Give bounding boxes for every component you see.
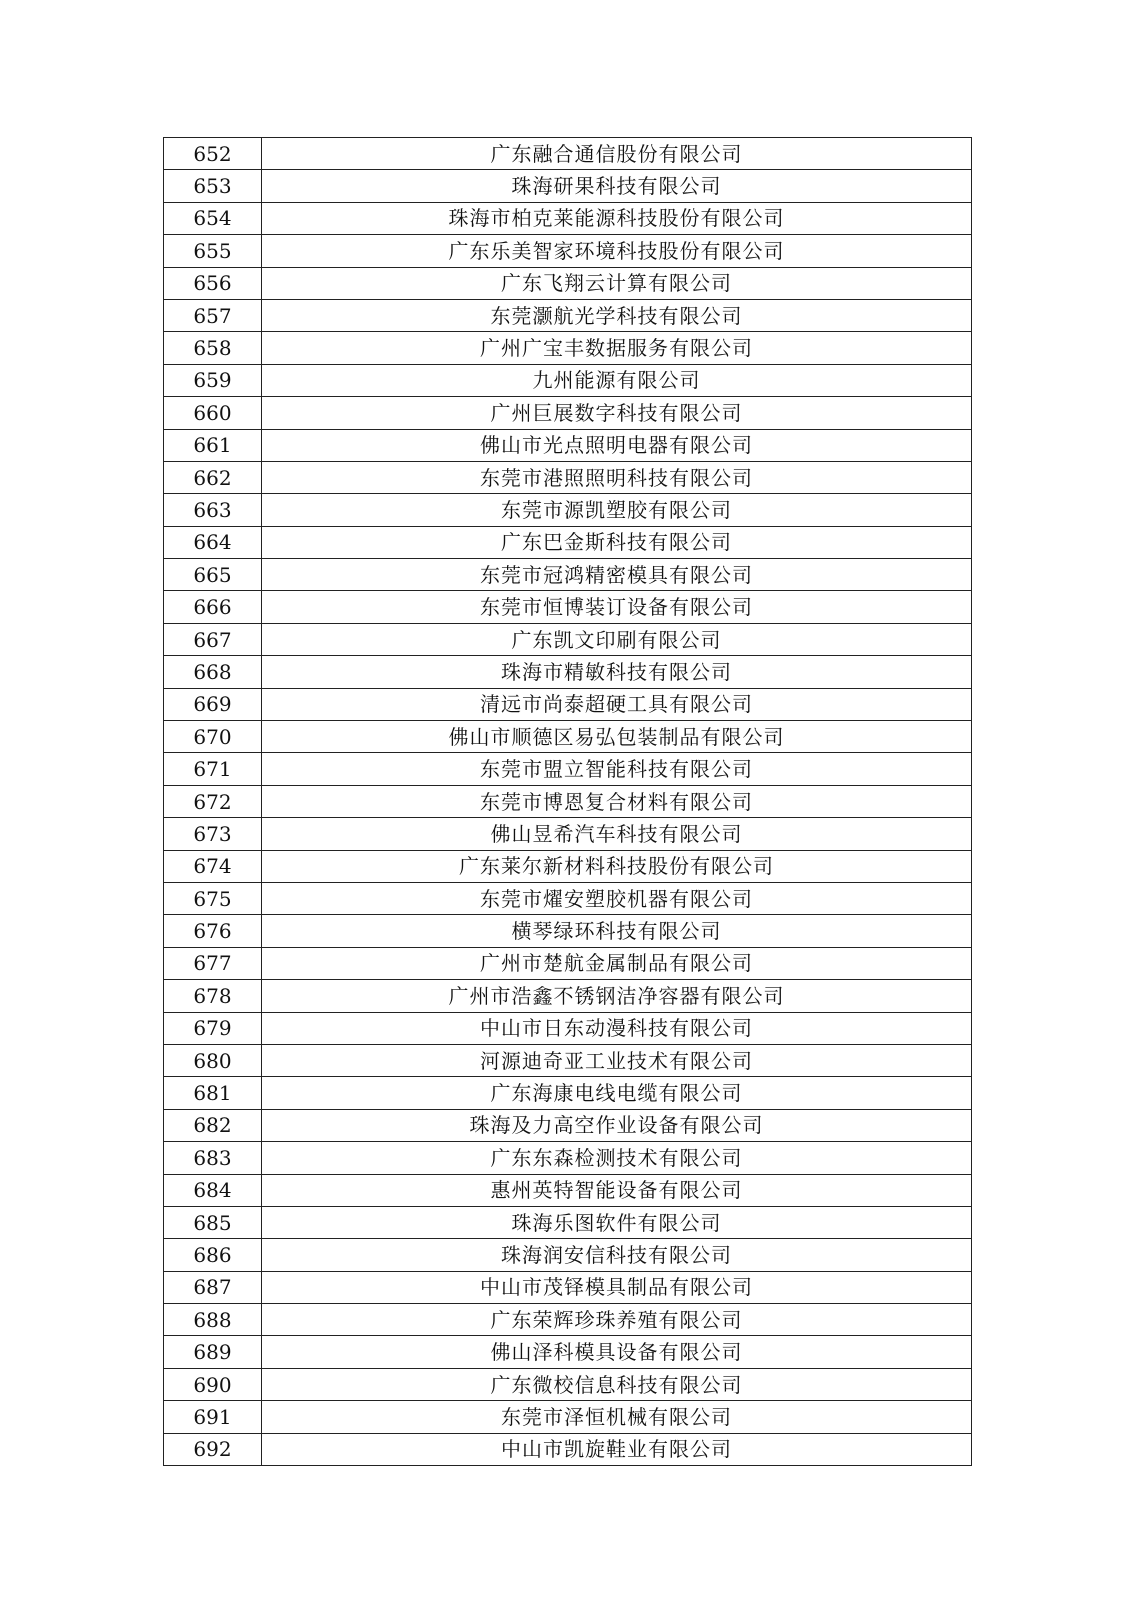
row-number: 678 (164, 980, 262, 1012)
table-row (164, 267, 972, 299)
row-number: 690 (164, 1368, 262, 1400)
table-row (164, 1012, 972, 1044)
row-number: 682 (164, 1109, 262, 1141)
company-name: 广东微校信息科技有限公司 (262, 1368, 972, 1400)
table-row (164, 785, 972, 817)
company-name: 东莞市冠鸿精密模具有限公司 (262, 559, 972, 591)
row-number: 654 (164, 202, 262, 234)
company-name: 广东飞翔云计算有限公司 (262, 267, 972, 299)
row-number: 662 (164, 461, 262, 493)
company-name: 佛山市光点照明电器有限公司 (262, 429, 972, 461)
row-number: 655 (164, 235, 262, 267)
company-list-table (163, 137, 972, 1466)
company-name: 东莞市盟立智能科技有限公司 (262, 753, 972, 785)
company-name: 佛山泽科模具设备有限公司 (262, 1336, 972, 1368)
company-name: 佛山市顺德区易弘包装制品有限公司 (262, 721, 972, 753)
table-row (164, 818, 972, 850)
company-name: 广州市浩鑫不锈钢洁净容器有限公司 (262, 980, 972, 1012)
table-row (164, 721, 972, 753)
company-name: 珠海市精敏科技有限公司 (262, 656, 972, 688)
table-row (164, 202, 972, 234)
row-number: 677 (164, 947, 262, 979)
company-name: 珠海及力高空作业设备有限公司 (262, 1109, 972, 1141)
table-row (164, 1368, 972, 1400)
row-number: 691 (164, 1401, 262, 1433)
row-number: 692 (164, 1433, 262, 1465)
company-name: 中山市日东动漫科技有限公司 (262, 1012, 972, 1044)
row-number: 656 (164, 267, 262, 299)
company-name: 东莞市博恩复合材料有限公司 (262, 785, 972, 817)
row-number: 674 (164, 850, 262, 882)
company-name: 惠州英特智能设备有限公司 (262, 1174, 972, 1206)
row-number: 684 (164, 1174, 262, 1206)
row-number: 689 (164, 1336, 262, 1368)
row-number: 688 (164, 1304, 262, 1336)
row-number: 673 (164, 818, 262, 850)
table-row (164, 1174, 972, 1206)
table-row (164, 753, 972, 785)
company-name: 广东融合通信股份有限公司 (262, 138, 972, 170)
table-row (164, 591, 972, 623)
table-row (164, 461, 972, 493)
company-name: 广东凯文印刷有限公司 (262, 623, 972, 655)
company-name: 东莞市泽恒机械有限公司 (262, 1401, 972, 1433)
row-number: 657 (164, 299, 262, 331)
table-row (164, 526, 972, 558)
company-name: 东莞市燿安塑胶机器有限公司 (262, 882, 972, 914)
row-number: 681 (164, 1077, 262, 1109)
table-row (164, 559, 972, 591)
table-row (164, 397, 972, 429)
table-row (164, 1077, 972, 1109)
table-row (164, 494, 972, 526)
row-number: 680 (164, 1044, 262, 1076)
table-row (164, 1206, 972, 1238)
row-number: 658 (164, 332, 262, 364)
row-number: 669 (164, 688, 262, 720)
table-row (164, 688, 972, 720)
row-number: 672 (164, 785, 262, 817)
company-name: 东莞市恒博装订设备有限公司 (262, 591, 972, 623)
table-row (164, 1304, 972, 1336)
company-name: 河源迪奇亚工业技术有限公司 (262, 1044, 972, 1076)
company-name: 珠海润安信科技有限公司 (262, 1239, 972, 1271)
row-number: 661 (164, 429, 262, 461)
company-name: 清远市尚泰超硬工具有限公司 (262, 688, 972, 720)
table-row (164, 1433, 972, 1465)
row-number: 660 (164, 397, 262, 429)
company-name: 中山市凯旋鞋业有限公司 (262, 1433, 972, 1465)
table-row (164, 882, 972, 914)
company-name: 珠海研果科技有限公司 (262, 170, 972, 202)
row-number: 670 (164, 721, 262, 753)
company-name: 广东巴金斯科技有限公司 (262, 526, 972, 558)
table-row (164, 364, 972, 396)
company-name: 东莞市港照照明科技有限公司 (262, 461, 972, 493)
row-number: 652 (164, 138, 262, 170)
row-number: 671 (164, 753, 262, 785)
row-number: 675 (164, 882, 262, 914)
row-number: 668 (164, 656, 262, 688)
table-row (164, 1336, 972, 1368)
company-name: 东莞市源凯塑胶有限公司 (262, 494, 972, 526)
table-row (164, 138, 972, 170)
company-name: 珠海市柏克莱能源科技股份有限公司 (262, 202, 972, 234)
company-name: 九州能源有限公司 (262, 364, 972, 396)
row-number: 665 (164, 559, 262, 591)
company-list-body (164, 138, 972, 1466)
table-row (164, 947, 972, 979)
company-name: 中山市茂铎模具制品有限公司 (262, 1271, 972, 1303)
company-name: 珠海乐图软件有限公司 (262, 1206, 972, 1238)
table-row (164, 656, 972, 688)
table-row (164, 915, 972, 947)
row-number: 685 (164, 1206, 262, 1238)
row-number: 683 (164, 1142, 262, 1174)
row-number: 666 (164, 591, 262, 623)
company-name: 广东乐美智家环境科技股份有限公司 (262, 235, 972, 267)
company-name: 广州巨展数字科技有限公司 (262, 397, 972, 429)
company-name: 广东东森检测技术有限公司 (262, 1142, 972, 1174)
company-name: 广东莱尔新材料科技股份有限公司 (262, 850, 972, 882)
company-name: 广东海康电线电缆有限公司 (262, 1077, 972, 1109)
table-row (164, 623, 972, 655)
row-number: 653 (164, 170, 262, 202)
company-name: 横琴绿环科技有限公司 (262, 915, 972, 947)
table-row (164, 980, 972, 1012)
table-row (164, 1142, 972, 1174)
company-name: 广州广宝丰数据服务有限公司 (262, 332, 972, 364)
table-row (164, 1401, 972, 1433)
row-number: 676 (164, 915, 262, 947)
table-row (164, 1271, 972, 1303)
table-row (164, 235, 972, 267)
row-number: 664 (164, 526, 262, 558)
row-number: 663 (164, 494, 262, 526)
row-number: 667 (164, 623, 262, 655)
row-number: 686 (164, 1239, 262, 1271)
company-name: 广东荣辉珍珠养殖有限公司 (262, 1304, 972, 1336)
table-row (164, 299, 972, 331)
company-name: 佛山昱希汽车科技有限公司 (262, 818, 972, 850)
company-name: 东莞灏航光学科技有限公司 (262, 299, 972, 331)
table-row (164, 429, 972, 461)
company-name: 广州市楚航金属制品有限公司 (262, 947, 972, 979)
row-number: 659 (164, 364, 262, 396)
row-number: 687 (164, 1271, 262, 1303)
table-row (164, 1044, 972, 1076)
table-row (164, 170, 972, 202)
table-row (164, 332, 972, 364)
table-row (164, 850, 972, 882)
row-number: 679 (164, 1012, 262, 1044)
table-row (164, 1239, 972, 1271)
table-row (164, 1109, 972, 1141)
